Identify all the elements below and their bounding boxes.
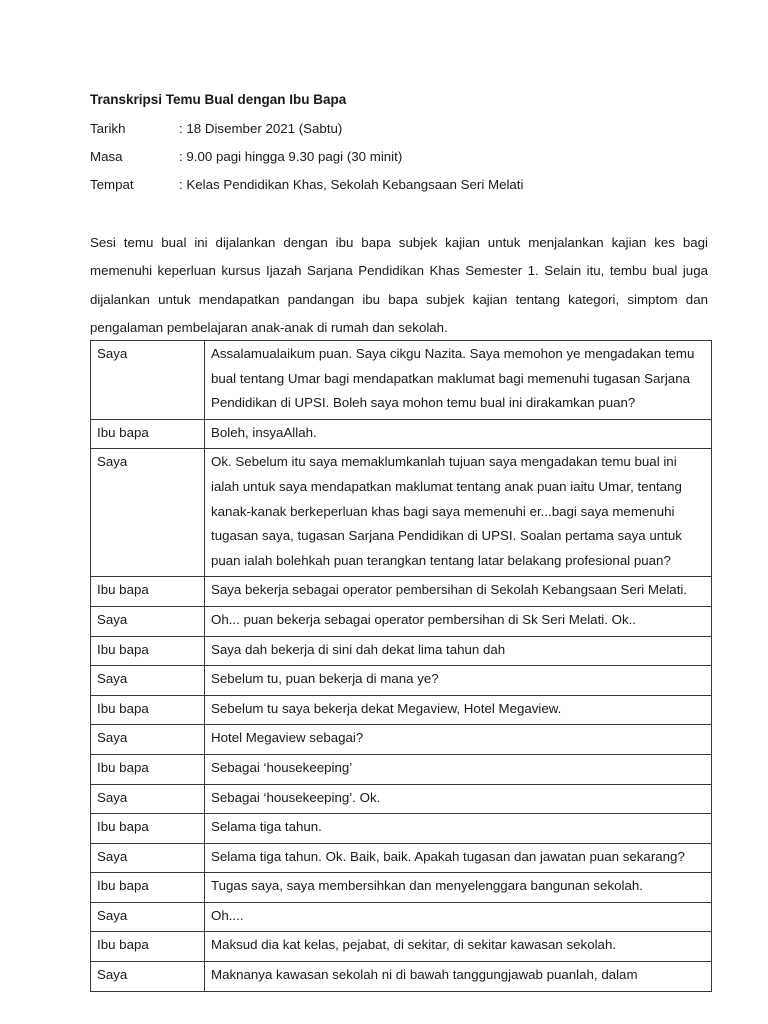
- speaker-cell: Saya: [91, 449, 205, 577]
- utterance-cell: Oh....: [205, 902, 712, 932]
- table-row: [91, 449, 712, 577]
- speaker-cell: Saya: [91, 666, 205, 696]
- speaker-cell: Saya: [91, 784, 205, 814]
- speaker-cell: Ibu bapa: [91, 932, 205, 962]
- meta-value: : Kelas Pendidikan Khas, Sekolah Kebangsaan Seri Melati: [179, 177, 524, 192]
- table-row: [91, 814, 712, 844]
- meta-value: : 18 Disember 2021 (Sabtu): [179, 121, 343, 136]
- utterance-cell: Selama tiga tahun.: [205, 814, 712, 844]
- utterance-cell: Sebelum tu, puan bekerja di mana ye?: [205, 666, 712, 696]
- utterance-cell: Selama tiga tahun. Ok. Baik, baik. Apakah tugasan dan jawatan puan sekarang?: [205, 843, 712, 873]
- utterance-cell: Saya dah bekerja di sini dah dekat lima tahun dah: [205, 636, 712, 666]
- utterance-cell: Hotel Megaview sebagai?: [205, 725, 712, 755]
- meta-value: : 9.00 pagi hingga 9.30 pagi (30 minit): [179, 149, 403, 164]
- utterance-cell: Sebagai ‘housekeeping’. Ok.: [205, 784, 712, 814]
- table-row: [91, 636, 712, 666]
- utterance-cell: Sebagai ‘housekeeping’: [205, 754, 712, 784]
- table-row: [91, 932, 712, 962]
- speaker-cell: Ibu bapa: [91, 577, 205, 607]
- utterance-cell: Saya bekerja sebagai operator pembersihan di Sekolah Kebangsaan Seri Melati.: [205, 577, 712, 607]
- speaker-cell: Saya: [91, 962, 205, 992]
- table-row: [91, 341, 712, 420]
- table-row: [91, 666, 712, 696]
- speaker-cell: Saya: [91, 902, 205, 932]
- speaker-cell: Ibu bapa: [91, 754, 205, 784]
- table-row: [91, 873, 712, 903]
- meta-label: Masa: [90, 149, 123, 164]
- utterance-cell: Boleh, insyaAllah.: [205, 419, 712, 449]
- speaker-cell: Ibu bapa: [91, 636, 205, 666]
- table-row: [91, 695, 712, 725]
- transcript-table: [90, 340, 712, 992]
- table-row: [91, 754, 712, 784]
- intro-paragraph: Sesi temu bual ini dijalankan dengan ibu bapa subjek kajian untuk menjalankan kajian kes bagi memenuhi keperluan kursus Ijazah Sarjana Pendidikan Khas Semester 1. Selain itu, tembu bual juga dijalankan untuk mendapatkan pandangan ibu bapa subjek kajian tentang kategori, simptom dan pengalaman pembelajaran anak-anak di rumah dan sekolah.: [90, 235, 708, 335]
- meta-label: Tempat: [90, 177, 134, 192]
- speaker-cell: Ibu bapa: [91, 814, 205, 844]
- utterance-cell: Ok. Sebelum itu saya memaklumkanlah tujuan saya mengadakan temu bual ini ialah untuk saya mendapatkan maklumat tentang anak puan iaitu Umar, tentang kanak-kanak berkeperluan khas bagi saya memenuhi er...bagi saya memenuhi tugasan saya, tugasan Sarjana Pendidikan di UPSI. Soalan pertama saya untuk puan ialah bolehkah puan terangkan tentang latar belakang profesional puan?: [205, 449, 712, 577]
- utterance-cell: Maknanya kawasan sekolah ni di bawah tanggungjawab puanlah, dalam: [205, 962, 712, 992]
- speaker-cell: Saya: [91, 725, 205, 755]
- speaker-cell: Ibu bapa: [91, 419, 205, 449]
- speaker-cell: Saya: [91, 341, 205, 420]
- meta-row-place: [90, 177, 690, 197]
- meta-label: Tarikh: [90, 121, 126, 136]
- utterance-cell: Tugas saya, saya membersihkan dan menyelenggara bangunan sekolah.: [205, 873, 712, 903]
- utterance-cell: Oh... puan bekerja sebagai operator pembersihan di Sk Seri Melati. Ok..: [205, 606, 712, 636]
- utterance-cell: Assalamualaikum puan. Saya cikgu Nazita. Saya memohon ye mengadakan temu bual tentang Umar bagi mendapatkan maklumat bagi memenuhi tugasan Sarjana Pendidikan di UPSI. Boleh saya mohon temu bual ini dirakamkan puan?: [205, 341, 712, 420]
- speaker-cell: Saya: [91, 843, 205, 873]
- transcript-body: [91, 341, 712, 992]
- table-row: [91, 902, 712, 932]
- table-row: [91, 962, 712, 992]
- speaker-cell: Ibu bapa: [91, 695, 205, 725]
- meta-row-time: [90, 149, 690, 169]
- utterance-cell: Maksud dia kat kelas, pejabat, di sekitar, di sekitar kawasan sekolah.: [205, 932, 712, 962]
- table-row: [91, 606, 712, 636]
- utterance-cell: Sebelum tu saya bekerja dekat Megaview, Hotel Megaview.: [205, 695, 712, 725]
- document-title: Transkripsi Temu Bual dengan Ibu Bapa: [90, 92, 347, 107]
- table-row: [91, 725, 712, 755]
- speaker-cell: Saya: [91, 606, 205, 636]
- speaker-cell: Ibu bapa: [91, 873, 205, 903]
- table-row: [91, 577, 712, 607]
- table-row: [91, 419, 712, 449]
- table-row: [91, 843, 712, 873]
- meta-row-date: [90, 121, 690, 141]
- table-row: [91, 784, 712, 814]
